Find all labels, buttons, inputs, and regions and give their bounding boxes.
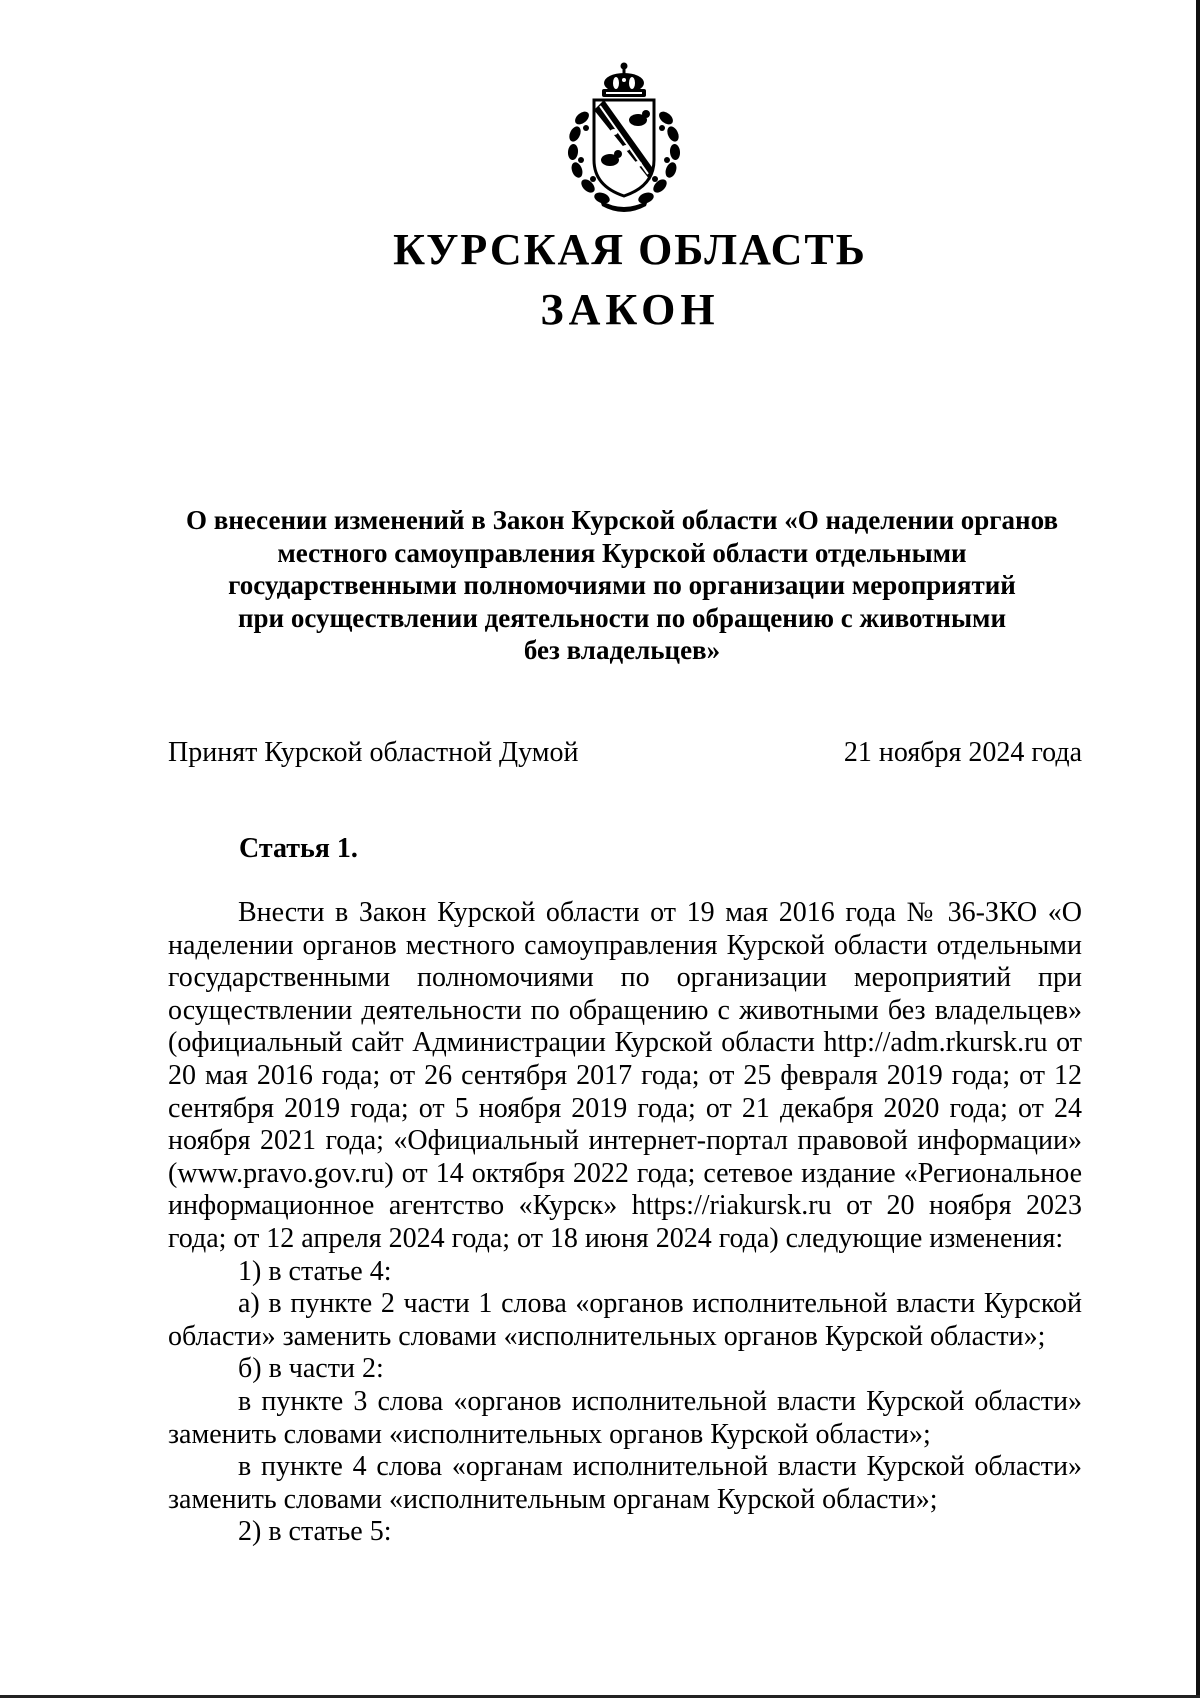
law-title-line: О внесении изменений в Закон Курской области «О наделении органов (185, 505, 1059, 535)
list-item-1: 1) в статье 4: (238, 1255, 392, 1287)
law-title-line: при осуществлении деятельности по обращению с животными (237, 602, 1007, 633)
law-title-line: без владельцев» (523, 635, 721, 665)
region-title: КУРСКАЯ ОБЛАСТЬ (393, 225, 867, 274)
list-item-1b: б) в части 2: (238, 1353, 384, 1385)
adoption-line (168, 736, 1082, 770)
list-item-1a: а) в пункте 2 части 1 слова «органов исполнительной власти Курской области» заменить словами «исполнительных органов Курской области»; (168, 1288, 1082, 1352)
list-item-1b-point-4: в пункте 4 слова «органам исполнительной власти Курской области» заменить словами «исполнительным органам Курской области»; (168, 1451, 1082, 1515)
list-item-1b-point-3: в пункте 3 слова «органов исполнительной власти Курской области» заменить словами «исполнительных органов Курской области»; (168, 1385, 1082, 1450)
article-body (168, 897, 1082, 1549)
article-intro-paragraph: Внести в Закон Курской области от 19 мая 2016 года № 36-ЗКО «О наделении органов местного самоуправления Курской области отдельными государственными полномочиями по организации мероприятий при осуществлении деятельности по обращению с животными без владельцев» (официальный сайт Администрации Курской области http://adm.rkursk.ru от 20 мая 2016 года; от 26 сентября 2017 года; от 25 февраля 2019 года; от 12 сентября 2019 года; от 5 ноября 2019 года; от 21 декабря 2020 года; от 24 ноября 2021 года; «Официальный интернет-портал правовой информации» (www.pravo.gov.ru) от 14 октября 2022 года; сетевое издание «Региональное информационное агентство «Курск» https://riakursk.ru от 20 ноября 2023 года; от 12 апреля 2024 года; от 18 июня 2024 года) следующие изменения: (168, 897, 1082, 1254)
law-title-line: государственными полномочиями по организации мероприятий (228, 570, 1016, 600)
adopted-by: Принят Курской областной Думой (168, 737, 579, 768)
law-title-line: местного самоуправления Курской области отдельными (277, 537, 967, 568)
article-heading: Статья 1. (239, 833, 358, 864)
list-item-2: 2) в статье 5: (238, 1516, 392, 1548)
document-type: ЗАКОН (540, 285, 720, 334)
kursk-coat-of-arms-icon (560, 62, 688, 212)
law-title (160, 504, 1084, 667)
adoption-date: 21 ноября 2024 года (843, 737, 1082, 768)
